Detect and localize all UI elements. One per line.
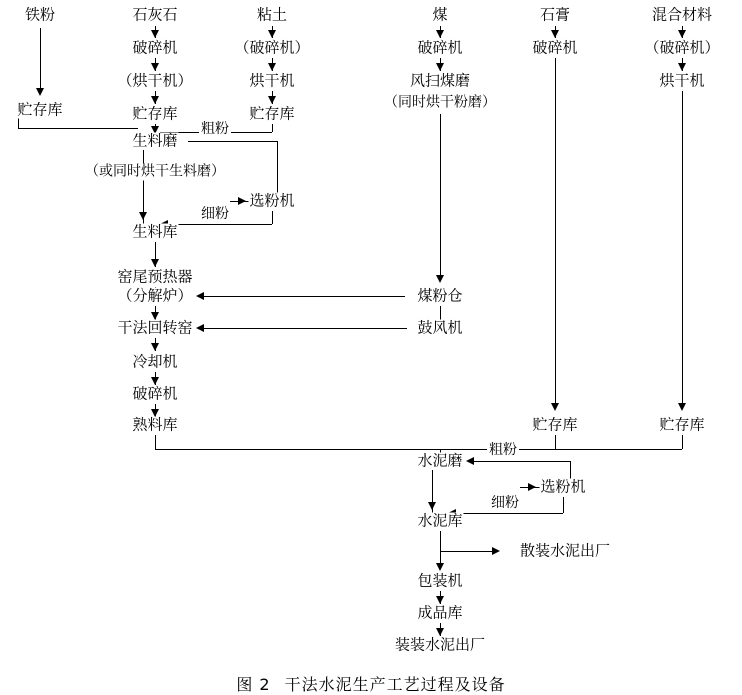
arrowhead-mixed-store [678,403,686,411]
line-iron-to-store [40,28,41,90]
node-raw-mill: 生料磨 [132,131,178,150]
line-clay-store-down [272,124,273,132]
line-mixedstore-down [682,435,683,449]
node-clay: 粘土 [256,5,288,24]
node-coal-powder-bin: 煤粉仓 [417,286,463,305]
node-rotary-kiln: 干法回转窑 [117,318,193,337]
node-gypsum: 石膏 [539,5,571,24]
arrowhead-separator-raw [238,197,246,205]
arrowhead-mixed-dryer [678,63,686,71]
line-coalmill-to-bin [440,114,441,279]
node-iron-store: 贮存库 [17,100,63,119]
arrowhead-gypsum-store [551,403,559,411]
line-fine-to-cementsilo [452,513,563,514]
node-limestone: 石灰石 [132,5,178,24]
arrowhead-kiln-air [196,324,204,332]
node-bagged-cement-out: 装装水泥出厂 [394,635,486,654]
node-iron-powder: 铁粉 [24,5,56,24]
line-sepcement-down [563,497,564,513]
line-coalbin-to-precalciner [200,296,405,297]
line-blower-to-kiln [200,328,407,329]
node-clinker-silo: 熟料库 [132,415,178,434]
node-mixed-crusher: （破碎机） [644,38,720,57]
arrowhead-cooler [151,343,159,351]
arrowhead-separator-cement [528,483,536,491]
line-clinker-to-cementmill [155,449,440,450]
node-mixed-dryer: 烘干机 [659,71,705,90]
arrowhead-clay-dryer [268,63,276,71]
arrowhead-clay-store [268,96,276,104]
node-raw-mill-alt: （或同时烘干生料磨） [85,163,225,180]
node-precalciner: （分解炉） [117,286,193,305]
arrowhead-bulk-out [492,547,500,555]
arrowhead-coal-powder-bin [436,275,444,283]
arrowhead-rawsilo [139,212,147,220]
node-gypsum-crusher: 破碎机 [532,38,578,57]
line-rawmill-coarse [188,141,278,142]
node-coal-mill-note: （同时烘干粉磨） [384,94,496,111]
node-packer: 包装机 [417,571,463,590]
arrowhead-packer [436,563,444,571]
arrowhead-coal-mill [436,63,444,71]
node-gypsum-store: 贮存库 [532,415,578,434]
figure-caption [0,672,742,695]
line-bus-to-cementmill [440,449,682,450]
node-coal-crusher: 破碎机 [417,38,463,57]
arrowhead-iron-store [36,88,44,96]
arrowhead-coal-crusher [436,30,444,38]
label-fine-cement: 细粉 [489,492,521,512]
node-limestone-store: 贮存库 [132,104,178,123]
label-coarse-raw: 粗粉 [199,118,231,138]
label-coarse-cement: 粗粉 [487,439,519,459]
figure-caption-number: 图 2 [236,675,271,694]
label-fine-raw: 细粉 [199,203,231,223]
arrowhead-clay-crusher [268,30,276,38]
arrowhead-limestone-crusher [151,30,159,38]
arrowhead-preheater [151,259,159,267]
node-coal: 煤 [432,5,448,24]
arrowhead-precalciner-fuel [196,292,204,300]
line-clinkersilo-down [155,435,156,449]
arrowhead-cement-silo [428,502,436,510]
line-fine-to-rawsilo [165,224,272,225]
line-separator-down [272,211,273,224]
node-limestone-crusher: 破碎机 [132,38,178,57]
line-mixed-to-store [682,91,683,409]
arrowhead-cementmill-return [466,457,474,465]
node-clay-dryer: 烘干机 [249,71,295,90]
line-gypsumstore-down [555,435,556,449]
node-cooler: 冷却机 [132,352,178,371]
node-raw-silo: 生料库 [132,222,178,241]
node-separator-raw: 选粉机 [249,191,295,210]
arrowhead-mixed-crusher [678,30,686,38]
line-iron-to-rawmill [18,128,138,129]
node-cement-mill: 水泥磨 [417,451,463,470]
node-clinker-crusher: 破碎机 [132,384,178,403]
node-clay-crusher: （破碎机） [234,38,310,57]
node-blower: 鼓风机 [417,318,463,337]
node-limestone-dryer: （烘干机） [117,71,193,90]
arrowhead-gypsum-crusher [551,30,559,38]
node-clay-store: 贮存库 [249,104,295,123]
arrowhead-limestone-dryer [151,63,159,71]
node-mixed-material: 混合材料 [651,5,713,24]
line-silo-to-bulk [440,551,495,552]
figure-caption-title: 干法水泥生产工艺过程及设备 [284,675,506,694]
node-mixed-store: 贮存库 [659,415,705,434]
node-product-warehouse: 成品库 [417,603,463,622]
node-bulk-cement-out: 散装水泥出厂 [519,541,611,560]
arrowhead-limestone-store [151,96,159,104]
node-preheater: 窑尾预热器 [117,267,193,286]
node-coal-mill: 风扫煤磨 [409,71,471,90]
node-separator-cement: 选粉机 [540,477,586,496]
line-cementmill-coarse [470,461,570,462]
line-silo-down [440,531,441,551]
line-gypsum-to-store [555,58,556,408]
node-cement-silo: 水泥库 [417,511,463,530]
